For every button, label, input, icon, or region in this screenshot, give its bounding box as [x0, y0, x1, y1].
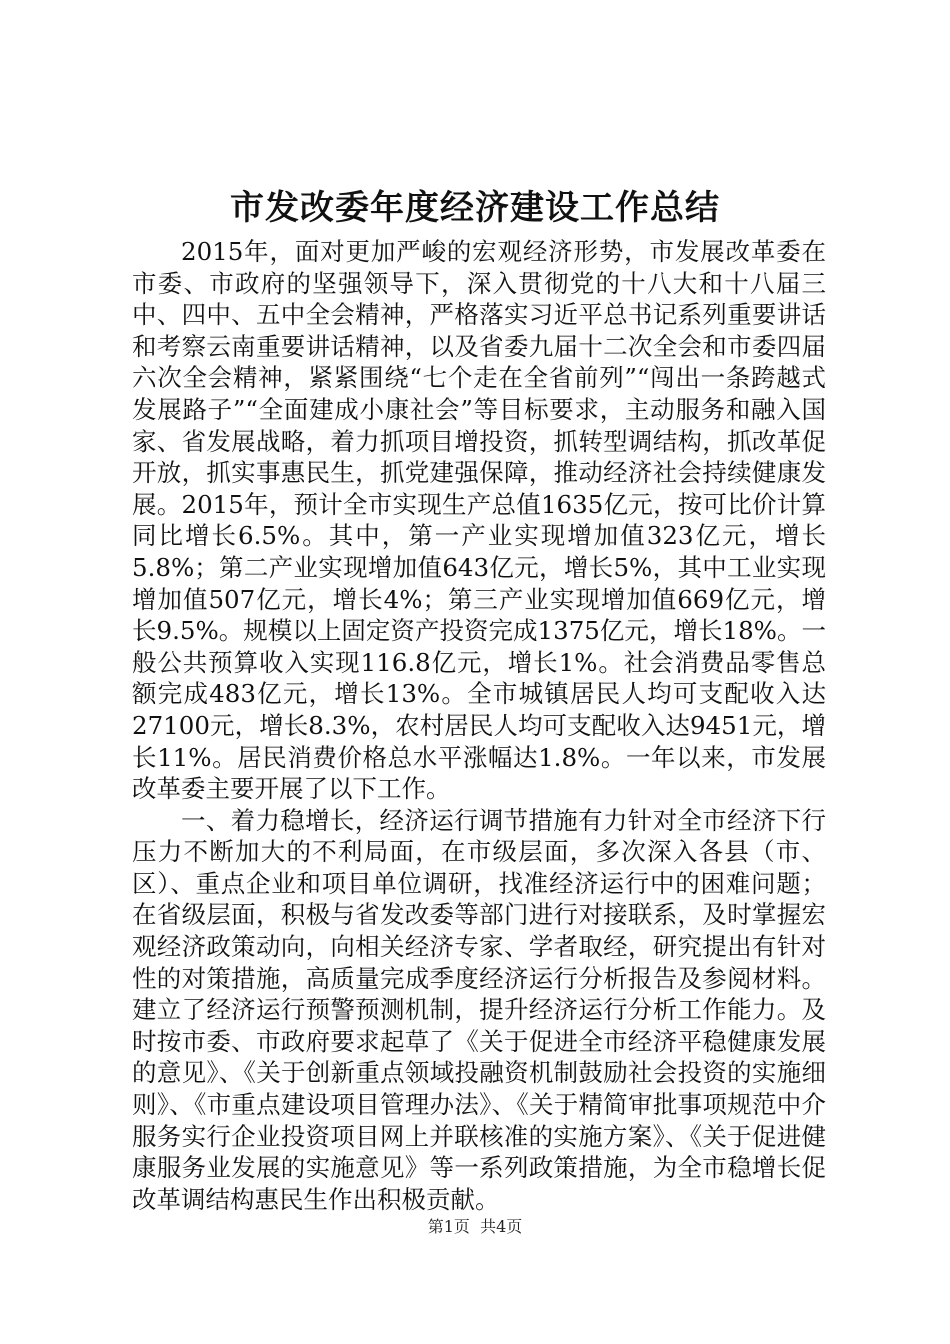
page-number-label: 第1页 共4页: [427, 1217, 523, 1236]
page-footer: [0, 1216, 950, 1238]
paragraph-section-one: 一、着力稳增长，经济运行调节措施有力针对全市经济下行压力不断加大的不利局面，在市级层面，多次深入各县（市、区）、重点企业和项目单位调研，找准经济运行中的困难问题；在省级层面，积极与省发改委等部门进行对接联系，及时掌握宏观经济政策动向，向相关经济专家、学者取经，研究提出有针对性的对策措施，高质量完成季度经济运行分析报告及参阅材料。建立了经济运行预警预测机制，提升经济运行分析工作能力。及时按市委、市政府要求起草了《关于促进全市经济平稳健康发展的意见》、《关于创新重点领域投融资机制鼓励社会投资的实施细则》、《市重点建设项目管理办法》、《关于精简审批事项规范中介服务实行企业投资项目网上并联核准的实施方案》、《关于促进健康服务业发展的实施意见》等一系列政策措施，为全市稳增长促改革调结构惠民生作出积极贡献。: [132, 805, 826, 1214]
document-body: [132, 236, 826, 1215]
paragraph-intro: 2015年，面对更加严峻的宏观经济形势，市发展改革委在市委、市政府的坚强领导下，深入贯彻党的十八大和十八届三中、四中、五中全会精神，严格落实习近平总书记系列重要讲话和考察云南重要讲话精神，以及省委九届十二次全会和市委四届六次全会精神，紧紧围绕“七个走在全省前列”“闯出一条跨越式发展路子”“全面建成小康社会”等目标要求，主动服务和融入国家、省发展战略，着力抓项目增投资，抓转型调结构，抓改革促开放，抓实事惠民生，抓党建强保障，推动经济社会持续健康发展。2015年，预计全市实现生产总值1635亿元，按可比价计算同比增长6.5%。其中，第一产业实现增加值323亿元，增长5.8%；第二产业实现增加值643亿元，增长5%，其中工业实现增加值507亿元，增长4%；第三产业实现增加值669亿元，增长9.5%。规模以上固定资产投资完成1375亿元，增长18%。一般公共预算收入实现116.8亿元，增长1%。社会消费品零售总额完成483亿元，增长13%。全市城镇居民人均可支配收入达27100元，增长8.3%，农村居民人均可支配收入达9451元，增长11%。居民消费价格总水平涨幅达1.8%。一年以来，市发展改革委主要开展了以下工作。: [132, 237, 826, 804]
document-title: 市发改委年度经济建设工作总结: [230, 188, 720, 228]
